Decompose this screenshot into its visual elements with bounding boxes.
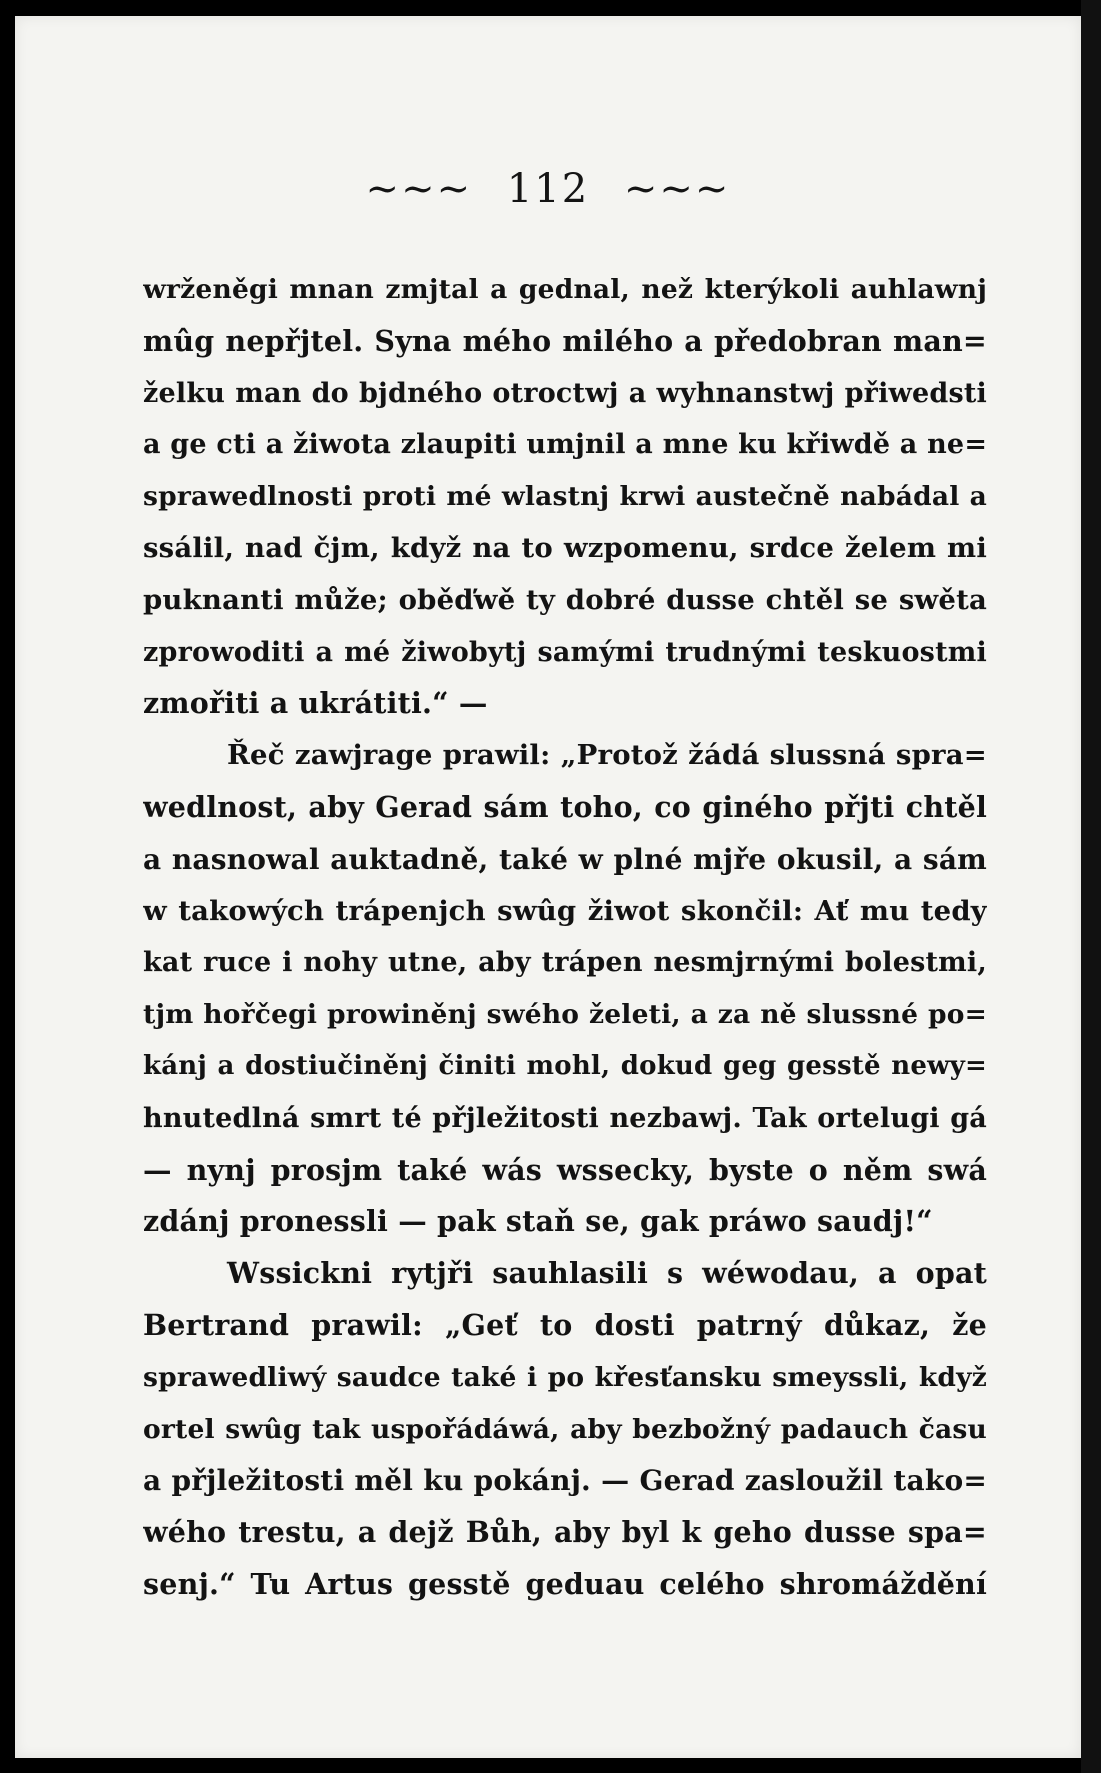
text-line: w takowých trápenjch swûg žiwot skončil: Ať mu tedy [143, 894, 987, 927]
text-line: puknanti může; oběďwě ty dobré dusse chtěl se swěta [143, 583, 987, 616]
text-line: a ge cti a žiwota zlaupiti umjnil a mne ku křiwdě a ne= [143, 429, 987, 461]
text-line: ortel swûg tak uspořádáwá, aby bezbožný padauch času [143, 1413, 987, 1445]
text-line: sprawedliwý saudce také i po křesťansku smeyssli, když [143, 1361, 987, 1393]
book-page [15, 16, 1081, 1758]
text-line: sprawedlnosti proti mé wlastnj krwi austečně nabádal a [143, 481, 987, 513]
text-line: a přjležitosti měl ku pokánj. — Gerad zasloužil tako= [143, 1464, 987, 1498]
text-line: wrženěgi mnan zmjtal a gednal, než kterýkoli auhlawnj [143, 274, 987, 305]
text-line: wého trestu, a dejž Bůh, aby byl k geho dusse spa= [143, 1515, 987, 1550]
text-line: Řeč zawjrage prawil: „Protož žádá slussná spra= [227, 739, 987, 772]
text-line: a nasnowal auktadně, také w plné mjře okusil, a sám [143, 842, 987, 876]
text-line: zmořiti a ukrátiti.“ — [143, 686, 488, 721]
body-text [143, 264, 987, 1611]
text-line: zprowoditi a mé žiwobytj samými trudnými teskuostmi [143, 636, 987, 668]
page-header [15, 166, 1081, 212]
text-line: mûg nepřjtel. Syna mého milého a předobran man= [143, 323, 987, 358]
text-line: ssálil, nad čjm, když na to wzpomenu, srdce želem mi [143, 531, 987, 564]
text-line: kat ruce i nohy utne, aby trápen nesmjrnými bolestmi, [143, 947, 987, 979]
text-line: Wssickni rytjři sauhlasili s wéwodau, a opat [227, 1256, 987, 1291]
text-line: hnutedlná smrt té přjležitosti nezbawj. Tak ortelugi gá [143, 1102, 987, 1134]
header-ornament-right: ~~~ [623, 166, 731, 212]
page-number: 112 [506, 166, 590, 212]
text-line: kánj a dostiučiněnj činiti mohl, dokud geg gesstě newy= [143, 1050, 987, 1081]
text-line: tjm hořčegi prowiněnj swého želeti, a za ně slussné po= [143, 999, 987, 1031]
header-ornament-left: ~~~ [365, 166, 473, 212]
scan-border [1081, 0, 1101, 1773]
text-line: zdánj pronessli — pak staň se, gak práwo saudj!“ [143, 1204, 933, 1239]
text-line: želku man do bjdného otroctwj a wyhnanstwj přiwedsti [143, 377, 987, 409]
text-line: Bertrand prawil: „Geť to dosti patrný důkaz, že [143, 1307, 987, 1342]
text-line: wedlnost, aby Gerad sám toho, co giného přjti chtěl [143, 789, 987, 824]
text-line: — nynj prosjm také wás wssecky, byste o něm swá [143, 1152, 987, 1187]
text-line: senj.“ Tu Artus gesstě geduau celého shromáždění [143, 1566, 987, 1601]
